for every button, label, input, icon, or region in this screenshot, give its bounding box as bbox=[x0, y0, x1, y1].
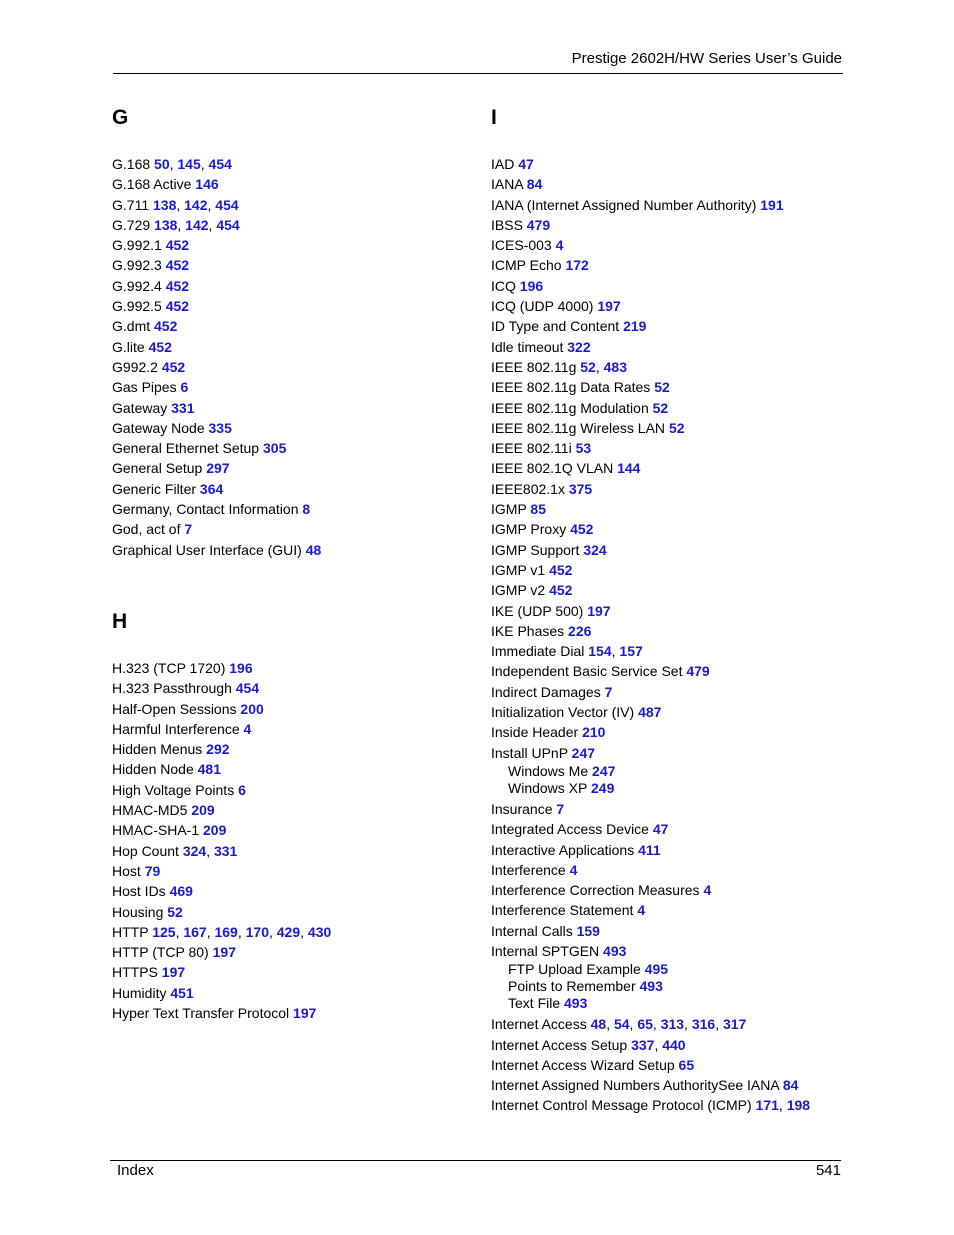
page-link[interactable]: 454 bbox=[215, 196, 239, 213]
index-term: Hop Count bbox=[112, 842, 179, 859]
index-term: HMAC-SHA-1 bbox=[112, 822, 200, 839]
index-entry bbox=[491, 702, 810, 722]
index-term: IGMP Proxy bbox=[491, 521, 567, 538]
page-link[interactable]: 7 bbox=[604, 683, 613, 700]
page-link[interactable]: 191 bbox=[760, 196, 784, 213]
index-term: Internet Access Setup bbox=[491, 1036, 628, 1053]
index-term: Text File bbox=[508, 995, 561, 1012]
index-term: General Ethernet Setup bbox=[112, 440, 260, 457]
page-link[interactable]: 493 bbox=[564, 995, 588, 1012]
page-link[interactable]: 292 bbox=[206, 741, 230, 758]
index-term: Housing bbox=[112, 903, 164, 920]
page-link[interactable]: 154 bbox=[588, 643, 612, 660]
index-term: IKE (UDP 500) bbox=[491, 602, 584, 619]
section-letter-i: I bbox=[491, 106, 497, 129]
index-list-i bbox=[491, 154, 810, 1116]
index-subentry bbox=[491, 780, 810, 799]
index-entry bbox=[491, 377, 810, 397]
index-term: Points to Remember bbox=[508, 978, 636, 995]
page-link[interactable]: 4 bbox=[637, 902, 646, 919]
index-term: High Voltage Points bbox=[112, 781, 235, 798]
index-entry bbox=[491, 860, 810, 880]
index-entry bbox=[112, 699, 331, 719]
index-entry bbox=[491, 1075, 810, 1095]
page-link[interactable]: 6 bbox=[180, 379, 189, 396]
index-term: IEEE 802.11g Modulation bbox=[491, 399, 649, 416]
index-entry bbox=[112, 337, 321, 357]
page-link[interactable]: 247 bbox=[571, 744, 596, 761]
index-term: Internal Calls bbox=[491, 922, 573, 939]
page-link[interactable]: 142 bbox=[184, 196, 208, 213]
index-term: Windows Me bbox=[508, 762, 589, 779]
page-link[interactable]: 198 bbox=[786, 1097, 811, 1114]
index-entry: G.729 138, 142, 454 bbox=[112, 216, 240, 233]
index-entry bbox=[491, 458, 810, 478]
index-term: Graphical User Interface (GUI) bbox=[112, 541, 302, 558]
index-term: Indirect Damages bbox=[491, 683, 601, 700]
index-entry bbox=[112, 983, 331, 1003]
page-link[interactable]: 171 bbox=[755, 1097, 779, 1114]
index-entry bbox=[491, 819, 810, 839]
index-term: IGMP v1 bbox=[491, 561, 546, 578]
index-term: G.992.3 bbox=[112, 257, 162, 274]
page-link[interactable]: 6 bbox=[238, 781, 246, 798]
page-link[interactable]: 50 bbox=[154, 156, 170, 172]
index-term: IEEE 802.1Q VLAN bbox=[491, 460, 614, 477]
page-link[interactable]: 144 bbox=[617, 460, 641, 477]
page-link[interactable]: 138 bbox=[153, 196, 177, 213]
index-entry bbox=[491, 661, 810, 681]
footer-section-name: Index bbox=[117, 1162, 154, 1179]
page-link[interactable]: 454 bbox=[208, 156, 232, 172]
index-entry bbox=[112, 479, 321, 499]
index-entry: HTTP 125, 167, 169, 170, 429, 430 bbox=[112, 923, 332, 940]
index-term: IANA bbox=[491, 176, 523, 193]
page-link[interactable]: 493 bbox=[603, 942, 627, 959]
index-entry bbox=[491, 316, 810, 336]
index-entry bbox=[112, 658, 331, 678]
index-entry bbox=[112, 719, 331, 739]
page-link[interactable]: 452 bbox=[165, 237, 190, 254]
page-link[interactable]: 454 bbox=[235, 680, 260, 697]
index-term: G.168 bbox=[112, 156, 151, 172]
page-link[interactable]: 4 bbox=[555, 237, 564, 254]
index-entry bbox=[491, 479, 810, 499]
index-term: G.992.1 bbox=[112, 237, 162, 254]
index-term: IEEE 802.11i bbox=[491, 440, 572, 457]
index-term: HTTP bbox=[112, 923, 149, 940]
page-link[interactable]: 452 bbox=[549, 561, 573, 578]
index-term: Interactive Applications bbox=[491, 841, 635, 858]
index-entry bbox=[112, 1003, 331, 1023]
page-link[interactable]: 159 bbox=[576, 922, 600, 939]
index-entry: G.711 138, 142, 454 bbox=[112, 196, 239, 213]
index-term: H.323 Passthrough bbox=[112, 680, 232, 697]
index-entry bbox=[112, 276, 321, 296]
page-link[interactable]: 411 bbox=[638, 841, 661, 858]
page-link[interactable]: 8 bbox=[302, 501, 311, 518]
index-entry bbox=[491, 941, 810, 961]
page-link[interactable]: 84 bbox=[782, 1077, 799, 1094]
index-term: Harmful Interference bbox=[112, 720, 240, 737]
page-link[interactable]: 170 bbox=[245, 923, 269, 940]
page-link[interactable]: 324 bbox=[583, 541, 607, 558]
page-link[interactable]: 337 bbox=[631, 1036, 655, 1053]
page-link[interactable]: 452 bbox=[165, 298, 190, 315]
index-entry bbox=[491, 519, 810, 539]
index-entry: Internet Access Setup 337, 440 bbox=[491, 1036, 686, 1053]
page-link[interactable]: 430 bbox=[307, 923, 332, 940]
page-link[interactable]: 219 bbox=[623, 318, 647, 335]
index-term: HMAC-MD5 bbox=[112, 802, 188, 819]
index-term: Internet Control Message Protocol (ICMP) bbox=[491, 1097, 752, 1114]
page-link[interactable]: 452 bbox=[549, 582, 573, 599]
page-link[interactable]: 335 bbox=[208, 419, 232, 436]
index-term: ICES-003 bbox=[491, 237, 552, 254]
index-term: Germany, Contact Information bbox=[112, 501, 299, 518]
index-term: Hidden Menus bbox=[112, 741, 203, 758]
page-link[interactable]: 452 bbox=[161, 358, 186, 375]
page-link[interactable]: 84 bbox=[526, 176, 543, 193]
index-term: G992.2 bbox=[112, 358, 158, 375]
index-term: Windows XP bbox=[508, 779, 588, 796]
index-entry bbox=[112, 881, 331, 901]
index-entry bbox=[112, 800, 331, 820]
index-entry bbox=[112, 759, 331, 779]
index-subentry bbox=[491, 995, 810, 1014]
index-entry bbox=[112, 418, 321, 438]
index-entry bbox=[491, 276, 810, 296]
page-link[interactable]: 452 bbox=[165, 257, 190, 274]
index-entry bbox=[491, 560, 810, 580]
page-link[interactable]: 4 bbox=[243, 720, 252, 737]
index-entry bbox=[491, 337, 810, 357]
index-entry bbox=[112, 296, 321, 316]
index-entry bbox=[491, 195, 810, 215]
page-link[interactable]: 7 bbox=[556, 800, 565, 817]
index-entry bbox=[491, 174, 810, 194]
index-subentry bbox=[491, 978, 810, 995]
index-term: Install UPnP bbox=[491, 744, 568, 761]
footer-rule bbox=[110, 1160, 841, 1161]
index-term: IBSS bbox=[491, 216, 523, 233]
index-term: IKE Phases bbox=[491, 622, 565, 639]
page-link[interactable]: 479 bbox=[686, 663, 710, 680]
index-entry bbox=[491, 215, 810, 235]
page-link[interactable]: 4 bbox=[569, 861, 578, 878]
page-link[interactable]: 52 bbox=[654, 379, 670, 396]
index-term: Hidden Node bbox=[112, 761, 194, 778]
page-link[interactable]: 364 bbox=[199, 480, 224, 497]
index-entry bbox=[491, 682, 810, 702]
page-link[interactable]: 52 bbox=[580, 358, 596, 375]
page-link[interactable]: 487 bbox=[638, 704, 662, 721]
header-rule bbox=[113, 73, 843, 74]
index-term: Internal SPTGEN bbox=[491, 942, 600, 959]
page-link[interactable]: 479 bbox=[526, 216, 551, 233]
index-term: Insurance bbox=[491, 800, 553, 817]
page-link[interactable]: 47 bbox=[518, 156, 534, 172]
page-link[interactable]: 493 bbox=[639, 978, 663, 995]
page-link[interactable]: 48 bbox=[305, 541, 322, 558]
page-link[interactable]: 197 bbox=[212, 944, 236, 961]
index-entry bbox=[491, 418, 810, 438]
page-link[interactable]: 322 bbox=[567, 338, 591, 355]
index-entry bbox=[491, 840, 810, 860]
index-term: ICQ (UDP 4000) bbox=[491, 298, 594, 315]
page-link[interactable]: 196 bbox=[229, 660, 253, 676]
page-link[interactable]: 52 bbox=[668, 419, 685, 436]
index-entry: Internet Access 48, 54, 65, 313, 316, 317 bbox=[491, 1016, 747, 1033]
index-term: IGMP bbox=[491, 501, 527, 518]
page-link[interactable]: 65 bbox=[637, 1016, 653, 1033]
index-entry bbox=[491, 580, 810, 600]
index-entry bbox=[491, 743, 810, 763]
page-link[interactable]: 54 bbox=[613, 1016, 630, 1033]
index-subentry bbox=[491, 961, 810, 978]
index-term: HTTP (TCP 80) bbox=[112, 944, 209, 961]
page-link[interactable]: 4 bbox=[703, 882, 712, 899]
index-entry: Hop Count 324, 331 bbox=[112, 842, 238, 859]
index-term: Interference bbox=[491, 861, 566, 878]
index-entry bbox=[112, 519, 321, 539]
page-link[interactable]: 429 bbox=[276, 923, 301, 940]
index-term: G.992.4 bbox=[112, 277, 162, 294]
page-link[interactable]: 375 bbox=[568, 480, 593, 497]
page-link[interactable]: 324 bbox=[182, 842, 207, 859]
page-link[interactable]: 452 bbox=[154, 318, 178, 335]
index-list-h bbox=[112, 658, 331, 1023]
index-entry bbox=[112, 942, 331, 962]
index-entry bbox=[112, 820, 331, 840]
page-link[interactable]: 138 bbox=[154, 216, 178, 233]
index-term: Inside Header bbox=[491, 724, 579, 741]
index-term: Independent Basic Service Set bbox=[491, 663, 683, 680]
page-link[interactable]: 209 bbox=[203, 822, 227, 839]
index-entry bbox=[112, 235, 321, 255]
index-term: G.711 bbox=[112, 196, 150, 213]
index-term: Idle timeout bbox=[491, 338, 564, 355]
page-link[interactable]: 495 bbox=[644, 961, 669, 978]
page-link[interactable]: 79 bbox=[144, 862, 161, 879]
page-link[interactable]: 452 bbox=[570, 521, 594, 538]
index-term: G.lite bbox=[112, 338, 145, 355]
index-entry bbox=[112, 780, 331, 800]
index-entry: G.168 50, 145, 454 bbox=[112, 156, 232, 172]
page-link[interactable]: 169 bbox=[214, 923, 238, 940]
index-entry bbox=[112, 174, 321, 194]
page-link[interactable]: 316 bbox=[691, 1016, 716, 1033]
page-link[interactable]: 317 bbox=[722, 1016, 747, 1033]
index-term: G.168 Active bbox=[112, 176, 192, 193]
index-entry bbox=[491, 1055, 810, 1075]
index-term: Integrated Access Device bbox=[491, 821, 649, 838]
index-term: G.992.5 bbox=[112, 298, 162, 315]
page-link[interactable]: 469 bbox=[169, 883, 193, 900]
index-entry: Immediate Dial 154, 157 bbox=[491, 643, 643, 660]
page-link[interactable]: 452 bbox=[148, 338, 172, 355]
index-entry bbox=[112, 962, 331, 982]
page-link[interactable]: 451 bbox=[170, 984, 194, 1001]
footer-page-number: 541 bbox=[815, 1162, 841, 1179]
index-term: God, act of bbox=[112, 521, 181, 538]
header-title: Prestige 2602H/HW Series User’s Guide bbox=[571, 50, 842, 67]
index-entry bbox=[491, 499, 810, 519]
page-link[interactable]: 331 bbox=[171, 399, 195, 416]
index-entry bbox=[491, 722, 810, 742]
page-link[interactable]: 313 bbox=[660, 1016, 685, 1033]
index-term: IEEE 802.11g bbox=[491, 358, 577, 375]
page-link[interactable]: 454 bbox=[216, 216, 240, 233]
index-entry bbox=[491, 154, 810, 174]
index-term: Internet Access bbox=[491, 1016, 587, 1033]
index-list-g bbox=[112, 154, 321, 560]
index-term: Initialization Vector (IV) bbox=[491, 704, 635, 721]
page-link[interactable]: 209 bbox=[191, 802, 215, 819]
index-entry bbox=[112, 739, 331, 759]
page-link[interactable]: 226 bbox=[568, 622, 592, 639]
index-entry bbox=[491, 880, 810, 900]
index-term: IAD bbox=[491, 156, 515, 172]
index-entry: Internet Control Message Protocol (ICMP) 171, 198 bbox=[491, 1097, 811, 1114]
index-term: ID Type and Content bbox=[491, 318, 620, 335]
index-entry bbox=[491, 799, 810, 819]
index-entry bbox=[491, 621, 810, 641]
page-link[interactable]: 200 bbox=[240, 700, 264, 717]
index-subentry bbox=[491, 763, 810, 780]
page-link[interactable]: 47 bbox=[652, 821, 669, 838]
index-term: IANA (Internet Assigned Number Authority) bbox=[491, 196, 757, 213]
page-link[interactable]: 65 bbox=[678, 1056, 695, 1073]
page-link[interactable]: 197 bbox=[293, 1005, 317, 1022]
index-entry bbox=[112, 377, 321, 397]
index-term: Gateway bbox=[112, 399, 168, 416]
index-term: IGMP Support bbox=[491, 541, 580, 558]
page-link[interactable]: 146 bbox=[195, 176, 219, 193]
index-term: Gas Pipes bbox=[112, 379, 177, 396]
index-term: Immediate Dial bbox=[491, 643, 585, 660]
index-term: Host IDs bbox=[112, 883, 166, 900]
index-entry bbox=[112, 438, 321, 458]
page-link[interactable]: 52 bbox=[652, 399, 669, 416]
index-entry bbox=[491, 296, 810, 316]
index-term: Generic Filter bbox=[112, 480, 197, 497]
index-term: G.729 bbox=[112, 216, 151, 233]
section-letter-h: H bbox=[112, 610, 128, 633]
index-term: IEEE 802.11g Data Rates bbox=[491, 379, 651, 396]
page-link[interactable]: 145 bbox=[177, 156, 201, 172]
index-term: G.dmt bbox=[112, 318, 151, 335]
index-term: FTP Upload Example bbox=[508, 961, 641, 978]
index-term: Gateway Node bbox=[112, 419, 205, 436]
index-term: Interference Statement bbox=[491, 902, 634, 919]
page-link[interactable]: 52 bbox=[167, 903, 183, 920]
page-link[interactable]: 197 bbox=[597, 298, 621, 315]
index-term: Host bbox=[112, 862, 141, 879]
page-link[interactable]: 297 bbox=[206, 460, 230, 477]
page-link[interactable]: 331 bbox=[213, 842, 238, 859]
page-link[interactable]: 142 bbox=[185, 216, 209, 233]
index-entry bbox=[112, 678, 331, 698]
index-entry bbox=[491, 900, 810, 920]
page-link[interactable]: 197 bbox=[161, 964, 186, 981]
page-link[interactable]: 53 bbox=[575, 440, 592, 457]
index-entry: IEEE 802.11g 52, 483 bbox=[491, 358, 627, 375]
index-entry bbox=[112, 357, 321, 377]
index-entry bbox=[491, 438, 810, 458]
section-letter-g: G bbox=[112, 106, 129, 129]
page-link[interactable]: 48 bbox=[590, 1016, 607, 1033]
index-term: ICQ bbox=[491, 277, 516, 294]
index-entry bbox=[491, 398, 810, 418]
page-link[interactable]: 167 bbox=[183, 923, 207, 940]
index-term: IEEE802.1x bbox=[491, 480, 565, 497]
index-term: General Setup bbox=[112, 460, 203, 477]
page-link[interactable]: 440 bbox=[662, 1036, 686, 1053]
index-entry bbox=[112, 902, 331, 922]
page-link[interactable]: 196 bbox=[519, 277, 544, 294]
index-entry bbox=[112, 398, 321, 418]
index-entry bbox=[491, 540, 810, 560]
index-term: Internet Access Wizard Setup bbox=[491, 1056, 675, 1073]
index-term: IEEE 802.11g Wireless LAN bbox=[491, 419, 666, 436]
page-link[interactable]: 481 bbox=[197, 761, 221, 778]
index-entry bbox=[112, 458, 321, 478]
index-entry bbox=[112, 255, 321, 275]
index-term: HTTPS bbox=[112, 964, 158, 981]
index-entry bbox=[491, 921, 810, 941]
index-entry bbox=[491, 601, 810, 621]
page-link[interactable]: 210 bbox=[582, 724, 606, 741]
page-link[interactable]: 197 bbox=[587, 602, 611, 619]
index-entry bbox=[491, 235, 810, 255]
index-entry bbox=[112, 861, 331, 881]
index-entry bbox=[112, 499, 321, 519]
index-term: IGMP v2 bbox=[491, 582, 546, 599]
page-link[interactable]: 249 bbox=[591, 779, 615, 796]
index-entry bbox=[491, 255, 810, 275]
page-link[interactable]: 483 bbox=[603, 358, 627, 375]
index-term: Interference Correction Measures bbox=[491, 882, 700, 899]
index-term: Hyper Text Transfer Protocol bbox=[112, 1005, 290, 1022]
index-term: ICMP Echo bbox=[491, 257, 562, 274]
page-link[interactable]: 305 bbox=[263, 440, 287, 457]
index-term: Humidity bbox=[112, 984, 167, 1001]
index-term: H.323 (TCP 1720) bbox=[112, 660, 226, 676]
page-link[interactable]: 85 bbox=[530, 501, 546, 518]
page-link[interactable]: 452 bbox=[165, 277, 190, 294]
page-link[interactable]: 157 bbox=[619, 643, 643, 660]
page-link[interactable]: 247 bbox=[592, 762, 616, 779]
index-entry bbox=[112, 316, 321, 336]
page-link[interactable]: 125 bbox=[152, 923, 176, 940]
index-entry bbox=[112, 540, 321, 560]
index-term: Half-Open Sessions bbox=[112, 700, 237, 717]
page-link[interactable]: 7 bbox=[184, 521, 193, 538]
index-term: Internet Assigned Numbers AuthoritySee IANA bbox=[491, 1077, 779, 1094]
page-link[interactable]: 172 bbox=[565, 257, 589, 274]
